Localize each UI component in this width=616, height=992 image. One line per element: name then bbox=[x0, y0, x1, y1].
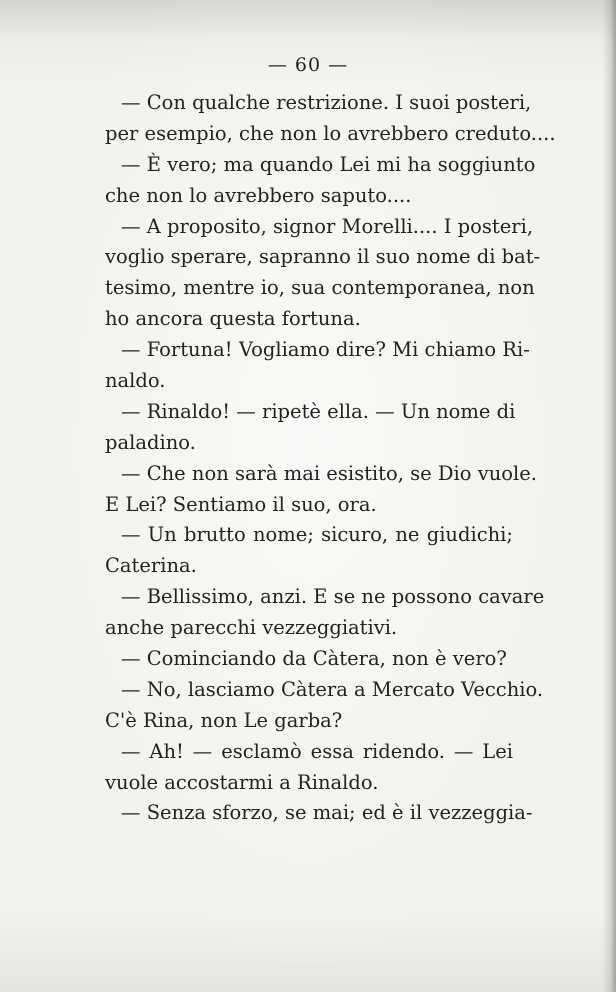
page-top-shadow bbox=[0, 0, 616, 40]
text-line: — Un brutto nome; sicuro, ne giudichi; bbox=[121, 523, 513, 547]
text-line: paladino. bbox=[105, 430, 196, 454]
text-line: E Lei? Sentiamo il suo, ora. bbox=[105, 492, 377, 516]
text-line: ho ancora questa fortuna. bbox=[105, 307, 361, 331]
body-text bbox=[105, 88, 556, 829]
text-line: — A proposito, signor Morelli.... I posteri, bbox=[121, 214, 534, 238]
text-line: per esempio, che non lo avrebbero creduto.... bbox=[105, 121, 556, 145]
text-line: — Che non sarà mai esistito, se Dio vuole. bbox=[121, 461, 537, 485]
text-line: — Ah! — esclamò essa ridendo. — Lei bbox=[121, 739, 513, 763]
page-number: — 60 — bbox=[267, 54, 349, 76]
text-line: — È vero; ma quando Lei mi ha soggiunto bbox=[121, 152, 536, 176]
page-gutter-shadow bbox=[602, 0, 616, 992]
text-line: — Bellissimo, anzi. E se ne possono cavare bbox=[121, 585, 545, 609]
text-line: — Con qualche restrizione. I suoi posteri, bbox=[121, 91, 532, 114]
text-line: voglio sperare, sapranno il suo nome di bat- bbox=[105, 245, 541, 269]
text-line: C'è Rina, non Le garba? bbox=[105, 708, 343, 732]
text-line: Caterina. bbox=[105, 554, 197, 578]
text-line: anche parecchi vezzeggiativi. bbox=[105, 616, 398, 640]
text-line: naldo. bbox=[105, 369, 166, 393]
text-line: che non lo avrebbero saputo.... bbox=[105, 183, 412, 207]
text-line: — Fortuna! Vogliamo dire? Mi chiamo Ri- bbox=[121, 338, 530, 362]
text-line: tesimo, mentre io, sua contemporanea, non bbox=[105, 276, 535, 300]
text-line: vuole accostarmi a Rinaldo. bbox=[105, 770, 379, 794]
text-line: — Senza sforzo, se mai; ed è il vezzeggia- bbox=[121, 801, 533, 825]
text-line: — Cominciando da Càtera, non è vero? bbox=[121, 647, 507, 671]
text-line: — Rinaldo! — ripetè ella. — Un nome di bbox=[121, 399, 516, 423]
text-line: — No, lasciamo Càtera a Mercato Vecchio. bbox=[121, 677, 544, 701]
